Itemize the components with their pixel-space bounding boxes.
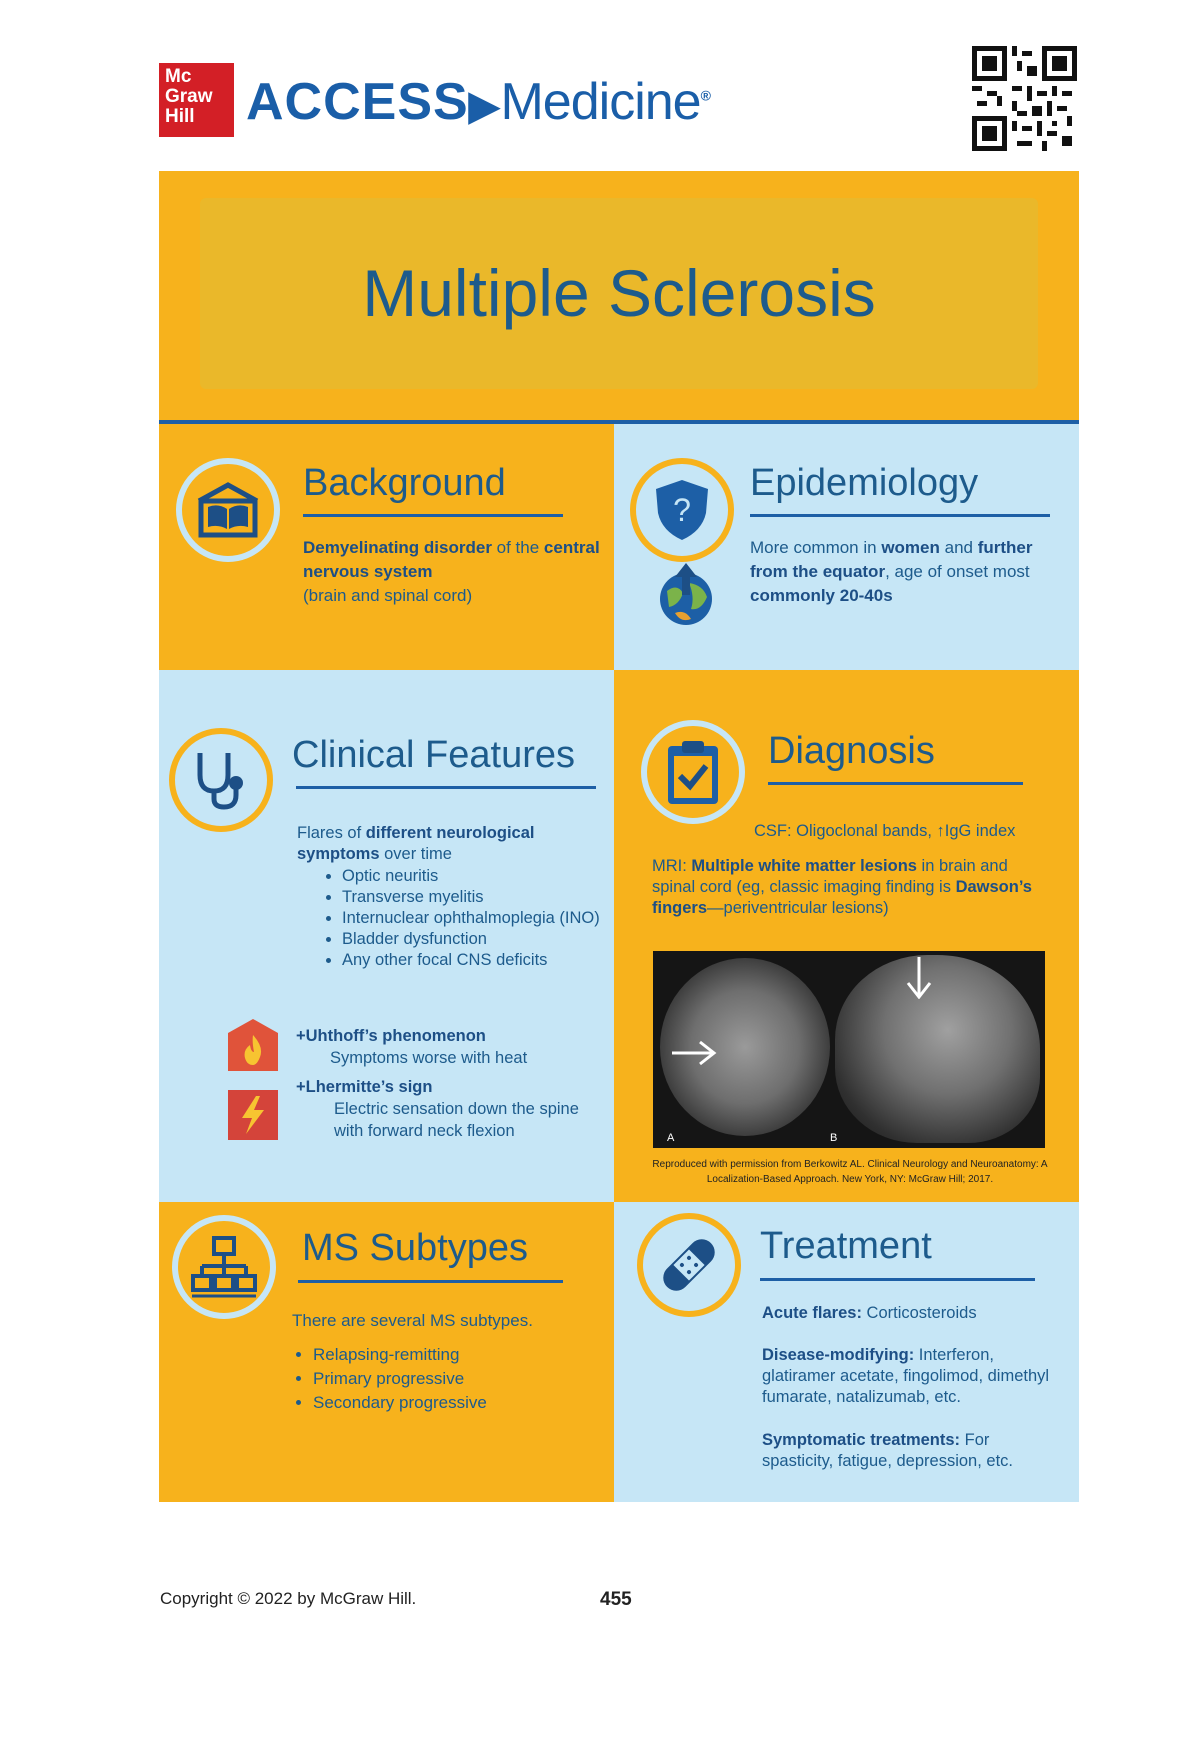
treatment-sym: [762, 1430, 1062, 1472]
stethoscope-icon: [188, 747, 254, 813]
treatment-acute-label: Acute flares:: [762, 1304, 862, 1322]
subtypes-list: [291, 1343, 613, 1415]
mcgraw-hill-logo: [159, 63, 234, 137]
epi-text-2: and: [939, 538, 978, 557]
mri-label-a: A: [667, 1132, 675, 1144]
brand-arrow-icon: ▶: [468, 84, 501, 128]
clinical-icon-ring: [169, 728, 273, 832]
treatment-acute: [762, 1301, 1062, 1325]
background-icon-ring: [176, 458, 280, 562]
clinical-rule: [296, 786, 596, 789]
brand-medicine: Medicine: [500, 73, 701, 131]
page-title: Multiple Sclerosis: [362, 256, 876, 330]
clinical-intro: [297, 823, 597, 865]
lhermitte-block: [296, 1076, 596, 1142]
right-arrow-icon: [670, 1038, 718, 1068]
uhthoff-title: +Uhthoff’s phenomenon: [296, 1027, 486, 1045]
lhermitte-title: +Lhermitte’s sign: [296, 1078, 433, 1096]
subtypes-title: MS Subtypes: [302, 1227, 528, 1269]
clinical-intro-bold: different neurological symptoms: [297, 824, 535, 863]
background-text: [303, 536, 603, 608]
registered-mark: ®: [700, 87, 712, 104]
background-rule: [303, 514, 563, 517]
uhthoff-desc: Symptoms worse with heat: [330, 1049, 528, 1067]
lhermitte-desc: Electric sensation down the spine with forward neck flexion: [334, 1100, 579, 1140]
epi-bold-1: women: [881, 538, 940, 557]
lightning-icon: [226, 1088, 280, 1142]
down-arrow-icon: [904, 955, 934, 999]
list-item: • Relapsing-remitting: [313, 1343, 613, 1367]
logo-line-2: Graw: [165, 86, 213, 107]
clinical-title: Clinical Features: [292, 734, 575, 776]
treatment-rule: [760, 1278, 1035, 1281]
brand-access: ACCESS: [246, 73, 469, 131]
page-number: 455: [600, 1589, 632, 1610]
epidemiology-rule: [750, 514, 1050, 517]
diagnosis-rule: [768, 782, 1023, 785]
epidemiology-title: Epidemiology: [750, 462, 979, 504]
background-bold-1: Demyelinating disorder: [303, 538, 492, 557]
subtypes-icon-ring: [172, 1215, 276, 1319]
subtypes-intro: There are several MS subtypes.: [292, 1311, 533, 1330]
list-item: • Bladder dysfunction: [342, 929, 622, 950]
list-item: • Any other focal CNS deficits: [342, 950, 622, 971]
bandage-icon: [654, 1230, 724, 1300]
copyright: Copyright © 2022 by McGraw Hill.: [160, 1589, 417, 1608]
mri-text-1: MRI:: [652, 857, 692, 875]
epi-text-3: , age of onset most: [885, 562, 1030, 581]
treatment-dm: [762, 1345, 1062, 1408]
svg-text:?: ?: [673, 492, 691, 528]
clipboard-check-icon: [664, 738, 722, 806]
treatment-acute-text: Corticosteroids: [861, 1304, 977, 1322]
treatment-dm-label: Disease-modifying:: [762, 1346, 915, 1364]
background-text-1: of the: [491, 538, 544, 557]
diagnosis-icon-ring: [641, 720, 745, 824]
book-icon: [193, 479, 263, 541]
qr-code-icon[interactable]: [972, 46, 1077, 151]
epi-bold-3: commonly 20-40s: [750, 586, 893, 605]
uhthoff-block: [296, 1025, 596, 1069]
treatment-dm-text: Interferon, glatiramer acetate, fingolimod, dimethyl fumarate, natalizumab, etc.: [762, 1346, 1050, 1406]
treatment-title: Treatment: [760, 1225, 932, 1267]
list-item: • Optic neuritis: [342, 866, 622, 887]
clinical-intro-2: over time: [379, 845, 452, 863]
treatment-sym-label: Symptomatic treatments:: [762, 1431, 961, 1449]
mri-label-b: B: [830, 1132, 838, 1144]
image-credit: Reproduced with permission from Berkowitz AL. Clinical Neurology and Neuroanatomy: A Localization-Based Approach. New York, NY: McGraw Hill; 2017.: [652, 1159, 1048, 1185]
globe-arrow-icon: [657, 561, 715, 627]
epi-text-1: More common in: [750, 538, 882, 557]
mri-text-3: —periventricular lesions): [707, 899, 889, 917]
mri-bold-1: Multiple white matter lesions: [691, 857, 917, 875]
epidemiology-icon-ring: [630, 458, 734, 562]
treatment-sym-text: For spasticity, fatigue, depression, etc.: [762, 1431, 1013, 1470]
clinical-list: [320, 866, 622, 971]
clinical-intro-1: Flares of: [297, 824, 366, 842]
logo-line-3: Hill: [165, 106, 195, 127]
mri-sagittal-image: [835, 955, 1040, 1143]
diagnosis-mri: [652, 856, 1052, 919]
access-medicine-logo: [246, 72, 712, 132]
background-text-2: (brain and spinal cord): [303, 586, 473, 605]
hierarchy-icon: [190, 1234, 258, 1300]
subtypes-rule: [298, 1280, 563, 1283]
shield-question-icon: [652, 477, 712, 543]
epidemiology-text: [750, 536, 1065, 608]
diagnosis-title: Diagnosis: [768, 730, 935, 772]
epi-bold-2: further from the equator: [750, 538, 1033, 581]
background-bold-2: central nervous system: [303, 538, 600, 581]
logo-line-1: Mc: [165, 66, 192, 87]
background-title: Background: [303, 462, 506, 504]
list-item: • Primary progressive: [313, 1367, 613, 1391]
mri-text-2: in brain and spinal cord (eg, classic imaging finding is: [652, 857, 1008, 896]
treatment-icon-ring: [637, 1213, 741, 1317]
list-item: • Secondary progressive: [313, 1391, 613, 1415]
mri-bold-2: Dawson’s fingers: [652, 878, 1032, 917]
list-item: • Internuclear ophthalmoplegia (INO): [342, 908, 622, 929]
diagnosis-csf: CSF: Oligoclonal bands, ↑IgG index: [754, 822, 1016, 840]
list-item: • Transverse myelitis: [342, 887, 622, 908]
flame-icon: [226, 1017, 280, 1073]
